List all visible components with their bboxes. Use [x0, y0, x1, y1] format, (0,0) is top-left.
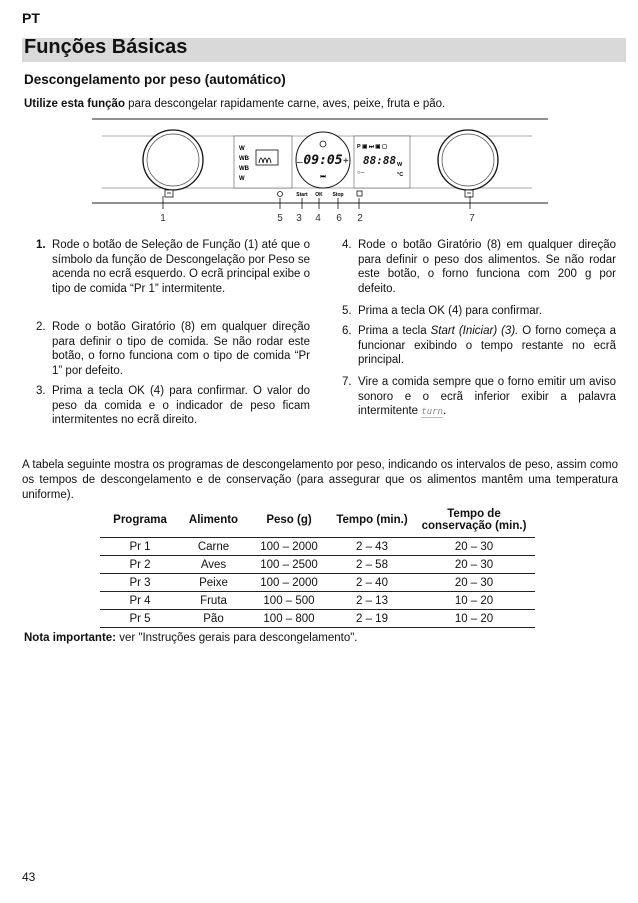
- table-row: [100, 610, 535, 628]
- table-cell: Pr 1: [100, 538, 180, 556]
- column-header: Tempo de conservação (min.): [413, 503, 535, 538]
- table-row: [100, 592, 535, 610]
- step-text-post: O forno começa a funcionar exibindo o tempo restante no ecrã principal.: [358, 325, 616, 367]
- table-cell: 2 – 19: [331, 610, 413, 628]
- step-text-em: Start (Iniciar) (3).: [430, 325, 519, 337]
- note-text: ver "Instruções gerais para descongelamento".: [116, 632, 358, 644]
- step-text-pre: Prima a tecla: [358, 325, 431, 337]
- table-cell: Pr 3: [100, 574, 180, 592]
- table-cell: 2 – 58: [331, 556, 413, 574]
- table-cell: 10 – 20: [413, 610, 535, 628]
- table-cell: 2 – 40: [331, 574, 413, 592]
- page-number: 43: [22, 870, 36, 884]
- display-time: 09:05: [303, 153, 343, 168]
- svg-text:+: +: [343, 156, 349, 167]
- step-text-main: Vire a comida sempre que o forno emitir um aviso sonoro e o ecrã inferior exibir a palavra intermitente: [358, 376, 616, 418]
- column-header: Programa: [100, 503, 180, 538]
- table-cell: 20 – 30: [413, 556, 535, 574]
- table-cell: 100 – 2000: [247, 574, 331, 592]
- table-intro-paragraph: A tabela seguinte mostra os programas de descongelamento por peso, indicando os intervalos de peso, assim como os tempos de descongelamento e de conservação (para assegurar que os alimentos mantêm uma temperatura uniforme).: [22, 459, 618, 501]
- intro-rest: para descongelar rapidamente carne, aves, peixe, fruta e pão.: [124, 98, 446, 110]
- table-header-row: [100, 503, 535, 538]
- step-number: 7.: [342, 376, 352, 388]
- svg-text:○─: ○─: [357, 170, 365, 176]
- step-text: [358, 324, 616, 368]
- note-label: Nota importante:: [24, 632, 116, 644]
- table-row: [100, 574, 535, 592]
- step-number: 4.: [342, 239, 352, 251]
- step-text-end: .: [442, 405, 447, 418]
- table-cell: Pr 5: [100, 610, 180, 628]
- table-cell: 2 – 13: [331, 592, 413, 610]
- svg-text:°C: °C: [397, 172, 404, 178]
- step-text: Rode o botão Giratório (8) em qualquer direção para definir o peso dos alimentos. Se não rodar este botão, o forno funciona com 200 g por defeito.: [358, 239, 616, 295]
- column-header: Peso (g): [247, 503, 331, 538]
- table-row: [100, 538, 535, 556]
- step-text: Rode o botão de Seleção de Função (1) até que o símbolo da função de Descongelação por Peso se acenda no ecrã esquerdo. O ecrã principal exibe o tipo de comida “Pr 1” intermitente.: [52, 239, 310, 295]
- callout-7: 7: [469, 213, 475, 224]
- section-title: Funções Básicas: [24, 36, 188, 58]
- rotary-knob: [438, 130, 498, 197]
- intro-text: [24, 98, 445, 110]
- step-text: Prima a tecla OK (4) para confirmar.: [358, 305, 543, 317]
- subtitle: Descongelamento por peso (automático): [24, 72, 286, 87]
- table-cell: 100 – 2000: [247, 538, 331, 556]
- table-cell: Aves: [180, 556, 247, 574]
- table-cell: 2 – 43: [331, 538, 413, 556]
- step-text: Rode o botão Giratório (8) em qualquer direção para definir o tipo de comida. Se não rodar este botão, o forno funciona com o tipo de comida “Pr 1” por defeito.: [52, 321, 310, 377]
- table-cell: Pão: [180, 610, 247, 628]
- step-number: 5.: [342, 305, 352, 317]
- function-selector-knob: [143, 130, 203, 197]
- table-cell: 10 – 20: [413, 592, 535, 610]
- table-cell: Carne: [180, 538, 247, 556]
- start-button-label: Start: [296, 192, 308, 198]
- table-cell: 20 – 30: [413, 538, 535, 556]
- stop-button-label: Stop: [332, 192, 344, 198]
- turn-glyph: turn: [421, 407, 443, 418]
- table-cell: Peixe: [180, 574, 247, 592]
- column-header: Tempo (min.): [331, 503, 413, 538]
- callout-3: 3: [296, 213, 302, 224]
- left-display: [234, 136, 292, 188]
- step-text: Prima a tecla OK (4) para confirmar. O valor do peso da comida e o indicador de peso ficam intermitentes no ecrã direito.: [52, 385, 310, 427]
- svg-text:W: W: [239, 176, 245, 182]
- step-number: 1.: [36, 239, 46, 251]
- button-row: [278, 191, 363, 198]
- table-row: [100, 556, 535, 574]
- important-note: [24, 632, 358, 644]
- table-cell: 100 – 2500: [247, 556, 331, 574]
- callout-1: 1: [160, 213, 166, 224]
- callout-5: 5: [277, 213, 283, 224]
- defrost-table: [100, 503, 535, 628]
- table-cell: Pr 4: [100, 592, 180, 610]
- svg-text:–: –: [297, 157, 303, 168]
- main-display: [296, 132, 350, 188]
- table-cell: Fruta: [180, 592, 247, 610]
- callout-4: 4: [315, 213, 321, 224]
- display-right: 88:88: [363, 154, 397, 167]
- svg-text:P ▣ ⏭ ▣ ▢: P ▣ ⏭ ▣ ▢: [357, 144, 388, 150]
- svg-text:WB: WB: [239, 166, 249, 172]
- control-panel-diagram: [92, 118, 548, 228]
- column-header: Alimento: [180, 503, 247, 538]
- step-number: 3.: [36, 385, 46, 397]
- table-cell: Pr 2: [100, 556, 180, 574]
- svg-text:W: W: [397, 162, 403, 168]
- language-label: PT: [22, 10, 40, 26]
- callout-2: 2: [357, 213, 363, 224]
- table-cell: 100 – 800: [247, 610, 331, 628]
- table-cell: 20 – 30: [413, 574, 535, 592]
- right-display: [354, 136, 410, 188]
- callout-6: 6: [336, 213, 342, 224]
- step-number: 6.: [342, 325, 352, 337]
- svg-text:WB: WB: [239, 156, 249, 162]
- step-text: [358, 375, 616, 420]
- table-cell: 100 – 500: [247, 592, 331, 610]
- step-number: 2.: [36, 321, 46, 333]
- svg-text:⏭: ⏭: [320, 174, 326, 180]
- svg-text:W: W: [239, 146, 245, 152]
- intro-bold: Utilize esta função: [24, 98, 125, 110]
- ok-button-label: OK: [315, 192, 323, 198]
